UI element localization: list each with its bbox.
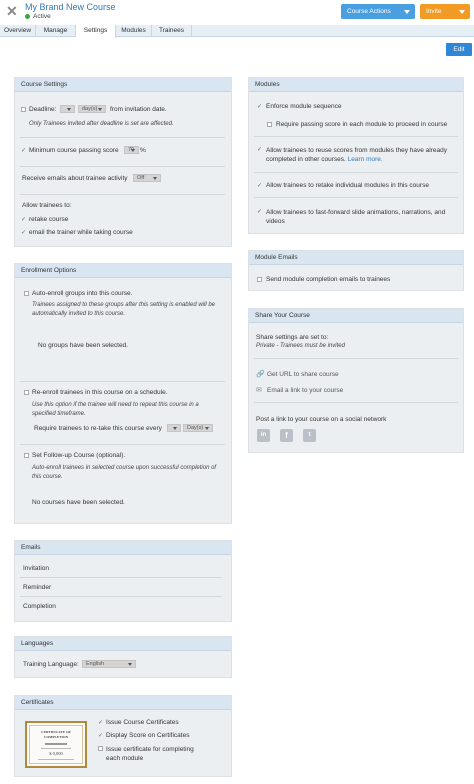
course-header	[0, 0, 474, 24]
require-passing-label: Require passing score in each module to proceed in course	[276, 121, 448, 128]
course-title: My Brand New Course	[25, 2, 116, 12]
divider	[20, 166, 225, 167]
fast-forward-checkbox[interactable]: ✓	[257, 209, 263, 215]
display-score-label: Display Score on Certificates	[106, 732, 190, 739]
module-certificate-checkbox[interactable]	[98, 746, 103, 751]
fast-forward-label: Allow trainees to fast-forward slide animations, narrations, and videos	[266, 209, 446, 225]
retake-modules-checkbox[interactable]: ✓	[257, 183, 263, 189]
auto-enroll-label: Auto-enroll groups into this course.	[32, 290, 133, 297]
module-completion-email-label: Send module completion emails to trainees	[266, 276, 391, 283]
retake-modules-label: Allow trainees to retake individual modules in this course	[266, 182, 429, 189]
tab-settings[interactable]: Settings	[76, 25, 116, 38]
email-link-button[interactable]: Email a link to your course	[267, 387, 344, 394]
retake-every-label: Require trainees to re-take this course every	[34, 425, 162, 432]
divider	[20, 577, 222, 578]
divider	[254, 172, 458, 173]
panel-title: Enrollment Options	[15, 264, 231, 278]
training-language-select[interactable]: English	[82, 660, 136, 668]
reenroll-note: Use this option if the trainee will need to repeat this course in a specified timeframe.	[32, 402, 199, 417]
share-settings-label: Share settings are set to:	[256, 334, 329, 341]
divider	[254, 136, 458, 137]
divider	[254, 197, 458, 198]
deadline-suffix: from invitation date.	[110, 106, 167, 113]
deadline-note: Only Trainees invited after deadline is set are affected.	[29, 121, 174, 127]
deadline-days-input[interactable]	[60, 105, 75, 113]
no-groups-text: No groups have been selected.	[38, 342, 128, 349]
tab-trainees[interactable]: Trainees	[152, 25, 192, 37]
emails-activity-label: Receive emails about trainee activity	[22, 175, 128, 182]
certificate-preview	[25, 721, 87, 768]
followup-checkbox[interactable]	[24, 453, 29, 458]
reenroll-label: Re-enroll trainees in this course on a schedule.	[32, 389, 168, 396]
social-share-label: Post a link to your course on a social network	[256, 416, 387, 423]
tab-manage[interactable]: Manage	[36, 25, 76, 37]
display-score-checkbox[interactable]: ✓	[98, 733, 104, 739]
certificate-heading: CERTIFICATE OF COMPLETION	[41, 730, 71, 739]
email-trainer-checkbox[interactable]: ✓	[21, 230, 27, 236]
followup-label: Set Follow-up Course (optional).	[32, 452, 126, 459]
certificate-name-line	[45, 743, 67, 745]
linkedin-icon[interactable]: in	[257, 429, 270, 442]
divider	[20, 137, 225, 138]
enforce-sequence-checkbox[interactable]: ✓	[257, 104, 263, 110]
certificate-text-line	[38, 759, 74, 760]
divider	[20, 381, 225, 382]
chevron-down-icon	[459, 10, 465, 14]
divider	[20, 194, 225, 195]
divider	[254, 358, 458, 359]
reuse-scores-checkbox[interactable]: ✓	[257, 147, 263, 153]
chevron-down-icon	[404, 10, 410, 14]
divider	[20, 444, 225, 445]
facebook-icon[interactable]: f	[280, 429, 293, 442]
issue-certificates-label: Issue Course Certificates	[106, 719, 179, 726]
deadline-unit-select[interactable]: day(s)	[78, 105, 106, 113]
auto-enroll-note: Trainees assigned to these groups after this setting is enabled will be automatically invited to this course.	[32, 302, 215, 317]
retake-course-checkbox[interactable]: ✓	[21, 217, 27, 223]
panel-title: Module Emails	[249, 251, 463, 265]
certificate-preview-body	[29, 725, 83, 764]
reenroll-checkbox[interactable]	[24, 390, 29, 395]
emails-activity-select[interactable]: Off	[133, 174, 161, 182]
retake-every-input[interactable]	[167, 424, 181, 432]
status-indicator	[25, 13, 51, 20]
retake-unit-select[interactable]: Day(s)	[183, 424, 213, 432]
panel-title: Share Your Course	[249, 309, 463, 323]
training-language-label: Training Language:	[23, 661, 79, 668]
followup-note: Auto-enroll trainees in selected course upon successful completion of this course.	[32, 465, 217, 480]
module-certificate-label: Issue certificate for completing each module	[106, 746, 194, 762]
status-text: Active	[33, 13, 51, 20]
min-score-label: Minimum course passing score	[29, 147, 119, 154]
active-status-dot	[25, 14, 30, 19]
twitter-icon[interactable]: t	[303, 429, 316, 442]
email-invitation-link[interactable]: Invitation	[23, 565, 50, 572]
get-url-link[interactable]: Get URL to share course	[267, 371, 339, 378]
allow-trainees-label: Allow trainees to:	[22, 202, 72, 209]
certificate-amount: $ 0,000	[49, 751, 63, 756]
retake-course-label: retake course	[29, 216, 69, 223]
issue-certificates-checkbox[interactable]: ✓	[98, 720, 104, 726]
deadline-label: Deadline:	[29, 106, 57, 113]
close-icon[interactable]: ✕	[6, 3, 18, 19]
course-actions-label: Course Actions	[347, 8, 391, 15]
min-score-unit: %	[140, 147, 146, 154]
deadline-checkbox[interactable]	[21, 107, 26, 112]
learn-more-link[interactable]: Learn more.	[347, 156, 383, 163]
tab-overview[interactable]: Overview	[0, 25, 36, 37]
invite-label: Invite	[426, 8, 442, 15]
languages-panel	[14, 636, 232, 678]
require-passing-checkbox[interactable]	[267, 122, 272, 127]
envelope-icon: ✉	[256, 387, 262, 394]
divider	[20, 596, 222, 597]
email-trainer-label: email the trainer while taking course	[29, 229, 133, 236]
panel-title: Emails	[15, 541, 231, 555]
min-score-input[interactable]: 70	[124, 146, 139, 154]
invite-button[interactable]	[420, 4, 470, 19]
panel-title: Certificates	[15, 696, 231, 710]
email-completion-link[interactable]: Completion	[23, 603, 56, 610]
tab-modules[interactable]: Modules	[116, 25, 152, 37]
reuse-scores-text	[266, 146, 458, 164]
panel-title: Modules	[249, 78, 463, 92]
enforce-sequence-label: Enforce module sequence	[266, 103, 342, 110]
reuse-scores-label: Allow trainees to reuse scores from modules they have already completed in other courses.	[266, 147, 448, 163]
no-courses-text: No courses have been selected.	[32, 499, 125, 506]
email-reminder-link[interactable]: Reminder	[23, 584, 52, 591]
link-icon: 🔗	[256, 371, 265, 378]
module-completion-email-checkbox[interactable]	[257, 277, 262, 282]
certificate-text-line	[41, 748, 71, 749]
module-emails-panel	[248, 250, 464, 291]
share-settings-value: Private - Trainees must be invited	[256, 343, 345, 349]
auto-enroll-checkbox[interactable]	[24, 291, 29, 296]
course-tabs	[0, 25, 474, 37]
panel-title: Languages	[15, 637, 231, 651]
divider	[254, 402, 458, 403]
edit-button[interactable]: Edit	[446, 43, 472, 56]
min-score-checkbox[interactable]: ✓	[21, 148, 27, 154]
course-actions-button[interactable]	[341, 4, 415, 19]
panel-title: Course Settings	[15, 78, 231, 92]
